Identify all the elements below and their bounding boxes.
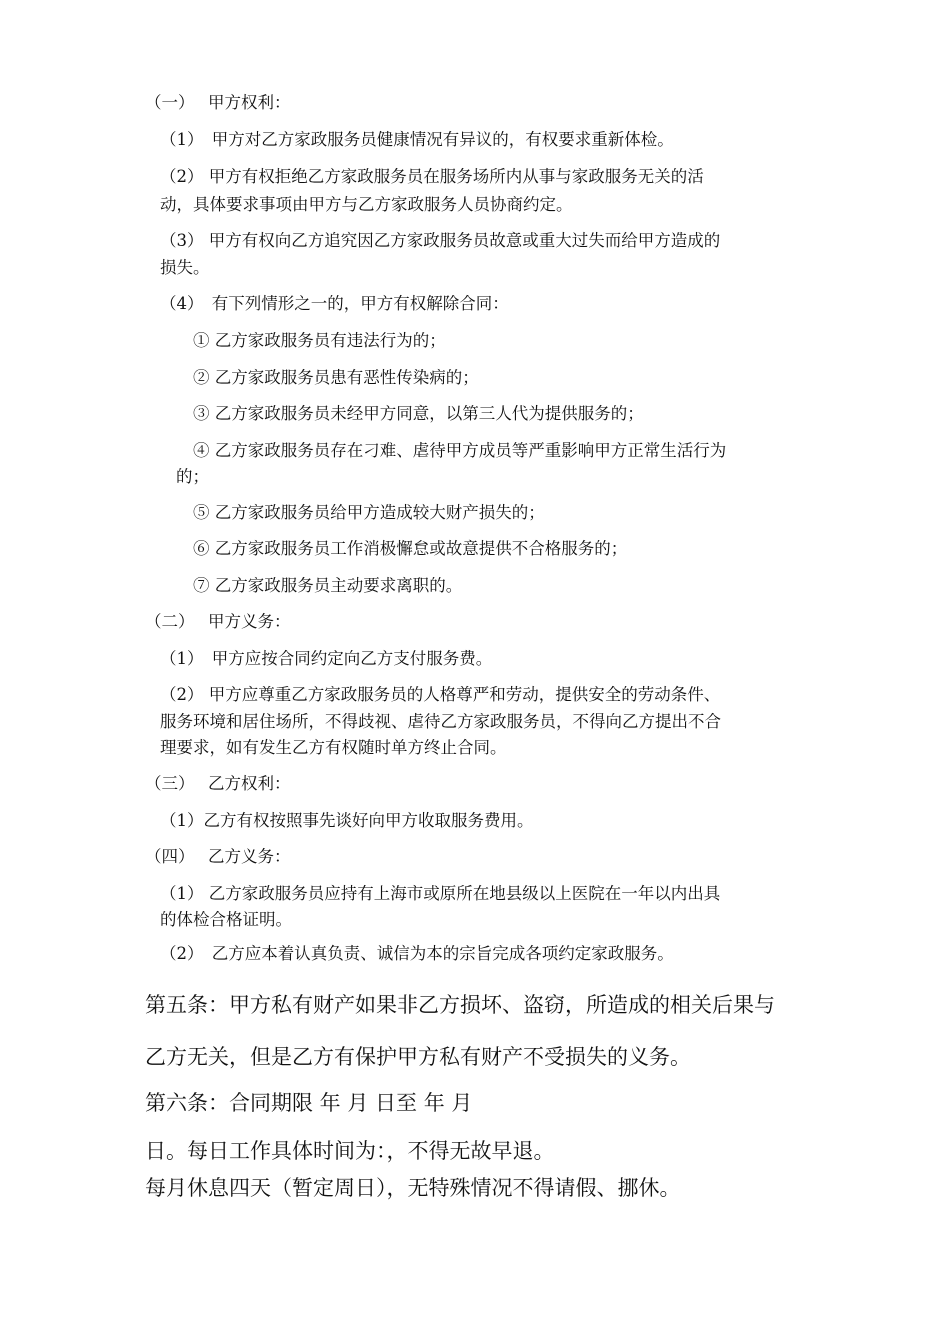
sub-clause-text: ⑥ 乙方家政服务员工作消极懈怠或故意提供不合格服务的； — [193, 539, 628, 558]
article-6-line: 日。每日工作具体时间为：，不得无故早退。 — [145, 1139, 555, 1163]
article-6-line: 第六条：合同期限 年 月 日至 年 月 — [145, 1091, 473, 1115]
section-heading-3: （三） 乙方权利： — [145, 774, 291, 793]
article-5-line: 第五条：甲方私有财产如果非乙方损坏、盗窃，所造成的相关后果与 — [145, 993, 775, 1017]
clause-text: （2） 甲方有权拒绝乙方家政服务员在服务场所内从事与家政服务无关的活 — [160, 167, 704, 186]
clause-text: （1） 甲方应按合同约定向乙方支付服务费。 — [160, 649, 493, 668]
sub-clause-text: ② 乙方家政服务员患有恶性传染病的； — [193, 368, 479, 387]
sub-clause-text: ① 乙方家政服务员有违法行为的； — [193, 331, 446, 350]
sub-clause-text: ⑦ 乙方家政服务员主动要求离职的。 — [193, 576, 463, 595]
clause-text: （2） 乙方应本着认真负责、诚信为本的宗旨完成各项约定家政服务。 — [160, 944, 674, 963]
sub-clause-text: ⑤ 乙方家政服务员给甲方造成较大财产损失的； — [193, 503, 545, 522]
clause-text: 动，具体要求事项由甲方与乙方家政服务人员协商约定。 — [160, 195, 573, 214]
clause-text: （3） 甲方有权向乙方追究因乙方家政服务员故意或重大过失而给甲方造成的 — [160, 231, 721, 250]
clause-text: 服务环境和居住场所，不得歧视、虐待乙方家政服务员，不得向乙方提出不合 — [160, 712, 721, 731]
clause-text: 的体检合格证明。 — [160, 910, 292, 929]
article-6-line: 每月休息四天（暂定周日），无特殊情况不得请假、挪休。 — [145, 1176, 681, 1200]
section-heading-1: （一） 甲方权利： — [145, 93, 291, 112]
clause-text: （1）乙方有权按照事先谈好向甲方收取服务费用。 — [160, 811, 534, 830]
clause-text: 损失。 — [160, 258, 210, 277]
sub-clause-text: ④ 乙方家政服务员存在刁难、虐待甲方成员等严重影响甲方正常生活行为 — [193, 441, 727, 460]
section-heading-4: （四） 乙方义务： — [145, 847, 291, 866]
clause-text: （1） 乙方家政服务员应持有上海市或原所在地县级以上医院在一年以内出具 — [160, 884, 721, 903]
clause-text: （2） 甲方应尊重乙方家政服务员的人格尊严和劳动，提供安全的劳动条件、 — [160, 685, 721, 704]
article-5-line: 乙方无关，但是乙方有保护甲方私有财产不受损失的义务。 — [145, 1045, 691, 1069]
sub-clause-text: ③ 乙方家政服务员未经甲方同意，以第三人代为提供服务的； — [193, 404, 644, 423]
section-heading-2: （二） 甲方义务： — [145, 612, 291, 631]
sub-clause-text: 的； — [176, 467, 209, 486]
clause-text: 理要求，如有发生乙方有权随时单方终止合同。 — [160, 738, 507, 757]
clause-text: （1） 甲方对乙方家政服务员健康情况有异议的，有权要求重新体检。 — [160, 130, 674, 149]
clause-text: （4） 有下列情形之一的，甲方有权解除合同： — [160, 294, 509, 313]
